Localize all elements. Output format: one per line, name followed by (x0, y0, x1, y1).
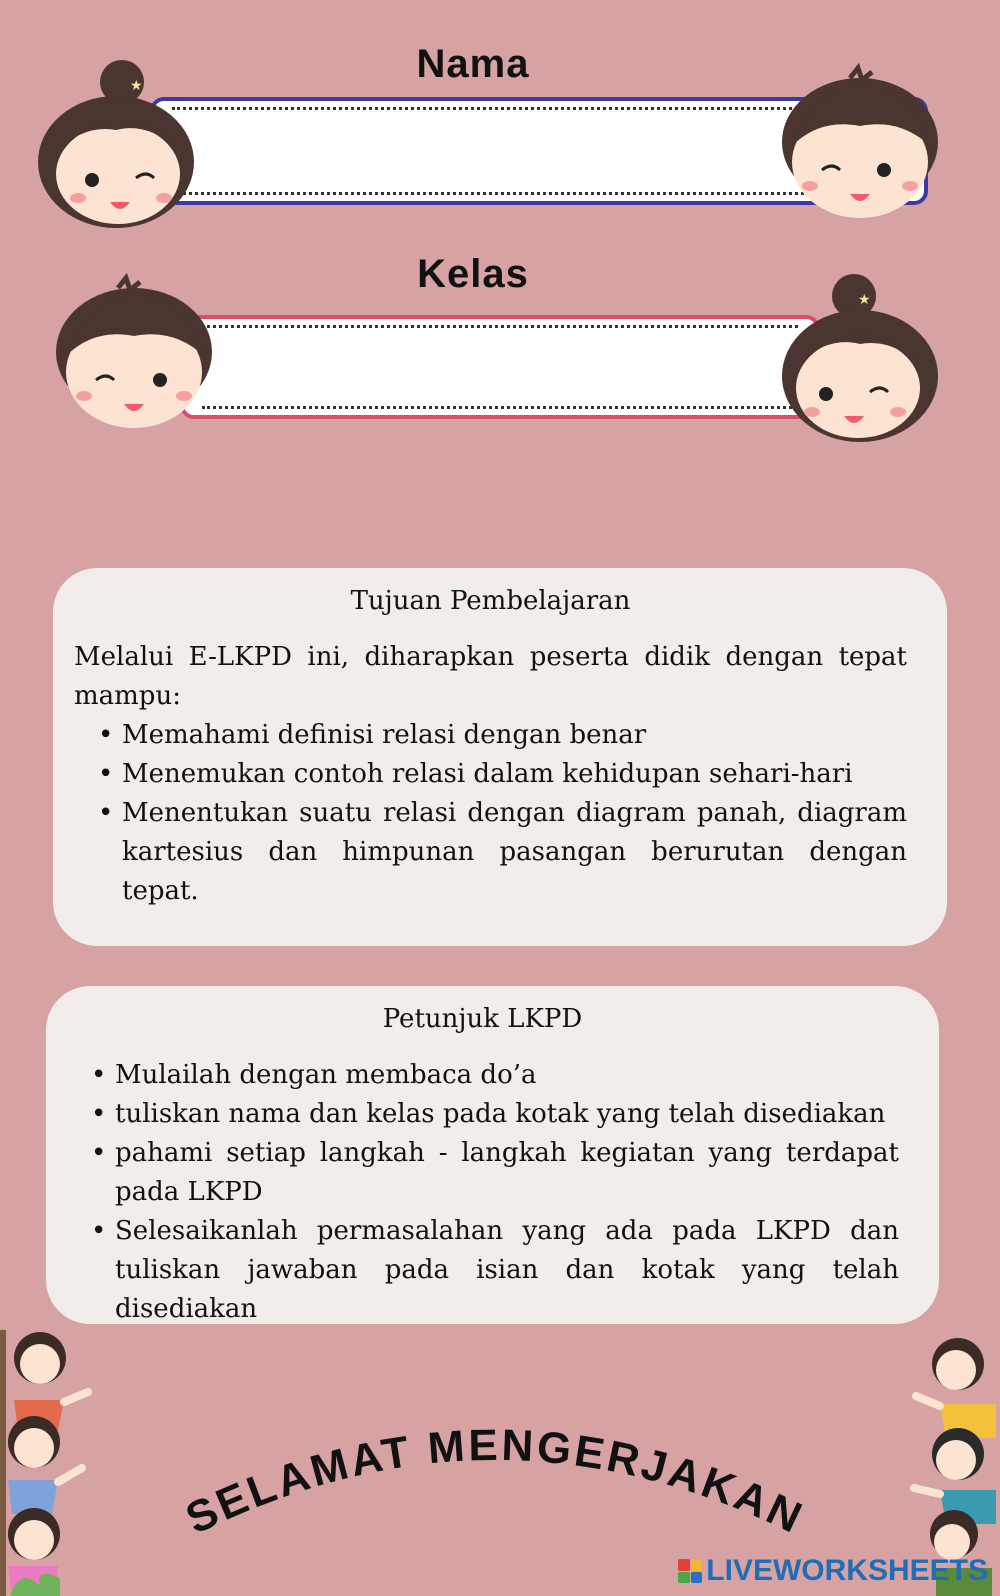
list-item: • Menemukan contoh relasi dalam kehidupan sehari-hari (122, 755, 907, 794)
svg-text:★: ★ (130, 78, 143, 94)
class-input[interactable] (304, 341, 696, 395)
instructions-title: Petunjuk LKPD (382, 1004, 583, 1034)
liveworksheets-brand[interactable] (678, 1554, 988, 1588)
list-item: • Menentukan suatu relasi dengan diagram panah, diagram kartesius dan himpunan pasangan berurutan dengan tepat. (122, 794, 907, 911)
class-field[interactable] (180, 315, 820, 419)
svg-text:SELAMAT MENGERJAKAN (178, 1421, 811, 1544)
list-item: • Memahami definisi relasi dengan benar (122, 716, 907, 755)
boy-face-icon (770, 62, 950, 232)
instructions-card (46, 986, 939, 1324)
girl-face-icon (26, 52, 206, 232)
boy-face-icon (44, 272, 224, 442)
objectives-title: Tujuan Pembelajaran (350, 586, 631, 616)
brand-text: LIVEWORKSHEETS (706, 1554, 988, 1587)
girl-face-icon (770, 266, 950, 446)
list-item: • Mulailah dengan membaca do’a (115, 1056, 899, 1095)
liveworksheets-logo-icon (678, 1559, 702, 1583)
svg-text:★: ★ (858, 292, 871, 308)
instructions-list (66, 1056, 899, 1329)
kid-group-icon (0, 1330, 100, 1596)
list-item: • Selesaikanlah permasalahan yang ada pada LKPD dan tuliskan jawaban pada isian dan kotak yang telah disediakan (115, 1212, 899, 1329)
name-label: Nama (416, 42, 530, 86)
list-item: • tuliskan nama dan kelas pada kotak yang telah disediakan (115, 1095, 899, 1134)
name-input[interactable] (274, 123, 804, 177)
objectives-list (74, 716, 907, 911)
list-item: • pahami setiap langkah - langkah kegiatan yang terdapat pada LKPD (115, 1134, 899, 1212)
greeting-text: SELAMAT MENGERJAKAN (178, 1420, 812, 1544)
objectives-card (53, 568, 947, 946)
class-label: Kelas (417, 252, 529, 296)
objectives-intro: Melalui E-LKPD ini, diharapkan peserta didik dengan tepat mampu: (74, 642, 907, 711)
